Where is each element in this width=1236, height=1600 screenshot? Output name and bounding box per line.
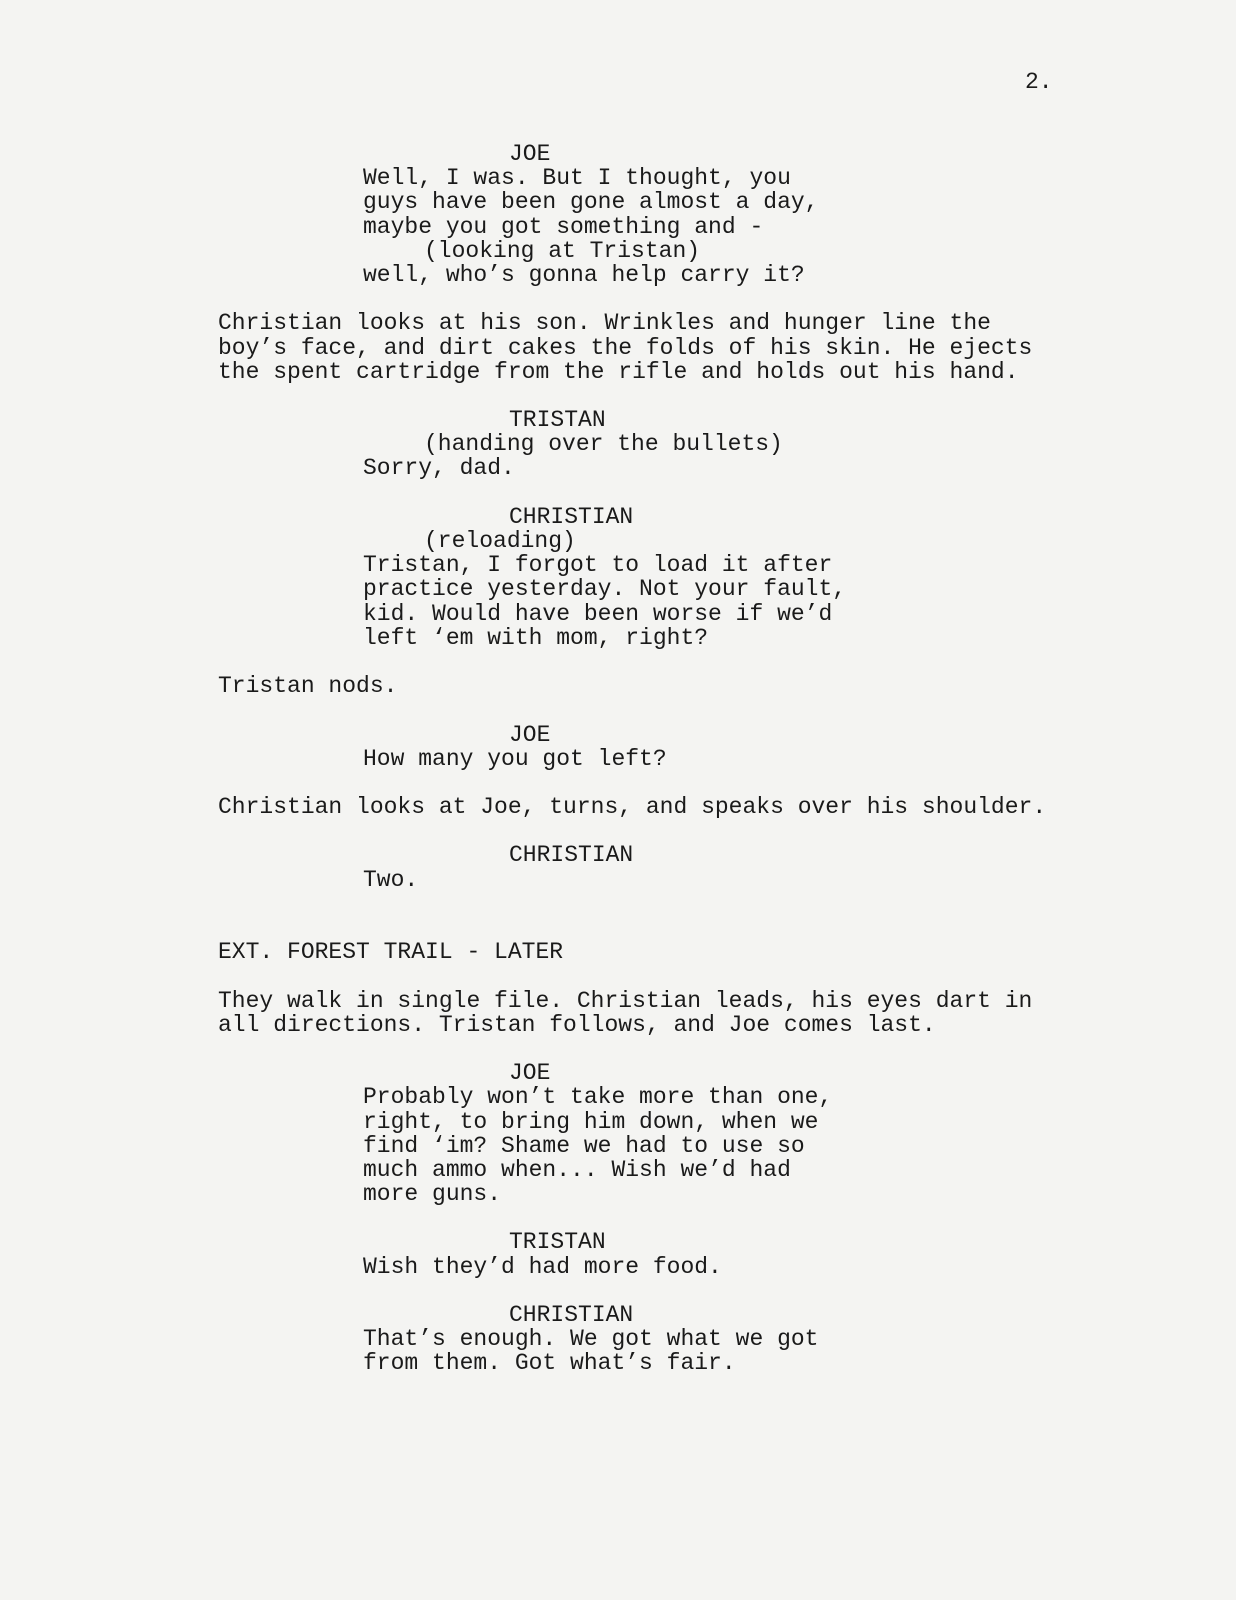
parenthetical-block — [0, 239, 1236, 263]
dialogue-line: Two. — [363, 866, 419, 893]
character-block — [0, 723, 1236, 747]
dialogue-block — [0, 553, 1236, 650]
action-block — [0, 989, 1236, 1037]
dialogue-line: Probably won’t take more than one, — [363, 1084, 833, 1111]
action-block — [0, 674, 1236, 698]
action-line: Christian looks at his son. Wrinkles and hunger line the — [218, 310, 991, 337]
blank-line — [0, 481, 1236, 505]
parenthetical-block — [0, 529, 1236, 553]
action-line: Tristan nods. — [218, 673, 398, 700]
action-line: all directions. Tristan follows, and Joe comes last. — [218, 1011, 936, 1038]
dialogue-line: Sorry, dad. — [363, 455, 515, 482]
character-block — [0, 843, 1236, 867]
blank-line — [0, 892, 1236, 916]
dialogue-line: right, to bring him down, when we — [363, 1108, 819, 1135]
character-block — [0, 1230, 1236, 1254]
character-block — [0, 408, 1236, 432]
parenthetical: (handing over the bullets) — [424, 431, 783, 458]
dialogue-block — [0, 166, 1236, 239]
blank-line — [0, 287, 1236, 311]
dialogue-line: Tristan, I forgot to load it after — [363, 552, 833, 579]
dialogue-block — [0, 1255, 1236, 1279]
dialogue-block — [0, 263, 1236, 287]
dialogue-line: find ‘im? Shame we had to use so — [363, 1132, 805, 1159]
action-block — [0, 795, 1236, 819]
dialogue-line: maybe you got something and - — [363, 213, 764, 240]
scene-heading: EXT. FOREST TRAIL - LATER — [218, 939, 564, 966]
character-block — [0, 1303, 1236, 1327]
blank-line — [0, 1279, 1236, 1303]
dialogue-line: Wish they’d had more food. — [363, 1253, 722, 1280]
character-name: CHRISTIAN — [509, 1302, 634, 1328]
character-name: TRISTAN — [509, 1229, 606, 1256]
character-name: JOE — [509, 721, 551, 748]
action-line: boy’s face, and dirt cakes the folds of his skin. He ejects — [218, 334, 1033, 361]
character-name: CHRISTIAN — [509, 503, 634, 530]
dialogue-line: left ‘em with mom, right? — [363, 624, 709, 651]
dialogue-block — [0, 1327, 1236, 1375]
character-block — [0, 142, 1236, 166]
blank-line — [0, 1206, 1236, 1230]
blank-line — [0, 384, 1236, 408]
dialogue-line: guys have been gone almost a day, — [363, 189, 819, 216]
action-line: the spent cartridge from the rifle and holds out his hand. — [218, 358, 1019, 385]
dialogue-line: well, who’s gonna help carry it? — [363, 261, 805, 288]
blank-line — [0, 698, 1236, 722]
dialogue-block — [0, 1085, 1236, 1206]
blank-line — [0, 819, 1236, 843]
blank-line — [0, 916, 1236, 940]
blank-line — [0, 771, 1236, 795]
blank-line — [0, 1037, 1236, 1061]
slugline-block — [0, 940, 1236, 964]
dialogue-block — [0, 868, 1236, 892]
dialogue-line: How many you got left? — [363, 745, 667, 772]
action-block — [0, 311, 1236, 384]
dialogue-line: practice yesterday. Not your fault, — [363, 576, 847, 603]
character-name: JOE — [509, 141, 551, 167]
action-line: Christian looks at Joe, turns, and speaks over his shoulder. — [218, 794, 1047, 821]
character-name: JOE — [509, 1060, 551, 1087]
screenplay-body — [0, 142, 1236, 1376]
dialogue-line: That’s enough. We got what we got — [363, 1326, 819, 1353]
dialogue-line: Well, I was. But I thought, you — [363, 165, 791, 192]
dialogue-block — [0, 456, 1236, 480]
action-line: They walk in single file. Christian leads, his eyes dart in — [218, 987, 1033, 1014]
dialogue-line: from them. Got what’s fair. — [363, 1350, 736, 1377]
blank-line — [0, 964, 1236, 988]
dialogue-line: kid. Would have been worse if we’d — [363, 600, 833, 627]
blank-line — [0, 650, 1236, 674]
parenthetical: (reloading) — [424, 528, 576, 554]
dialogue-block — [0, 747, 1236, 771]
character-block — [0, 505, 1236, 529]
parenthetical-block — [0, 432, 1236, 456]
page-number: 2. — [1025, 69, 1053, 95]
parenthetical: (looking at Tristan) — [424, 237, 701, 264]
character-name: CHRISTIAN — [509, 842, 634, 869]
dialogue-line: much ammo when... Wish we’d had — [363, 1156, 791, 1183]
character-block — [0, 1061, 1236, 1085]
character-name: TRISTAN — [509, 407, 606, 434]
dialogue-line: more guns. — [363, 1181, 502, 1208]
